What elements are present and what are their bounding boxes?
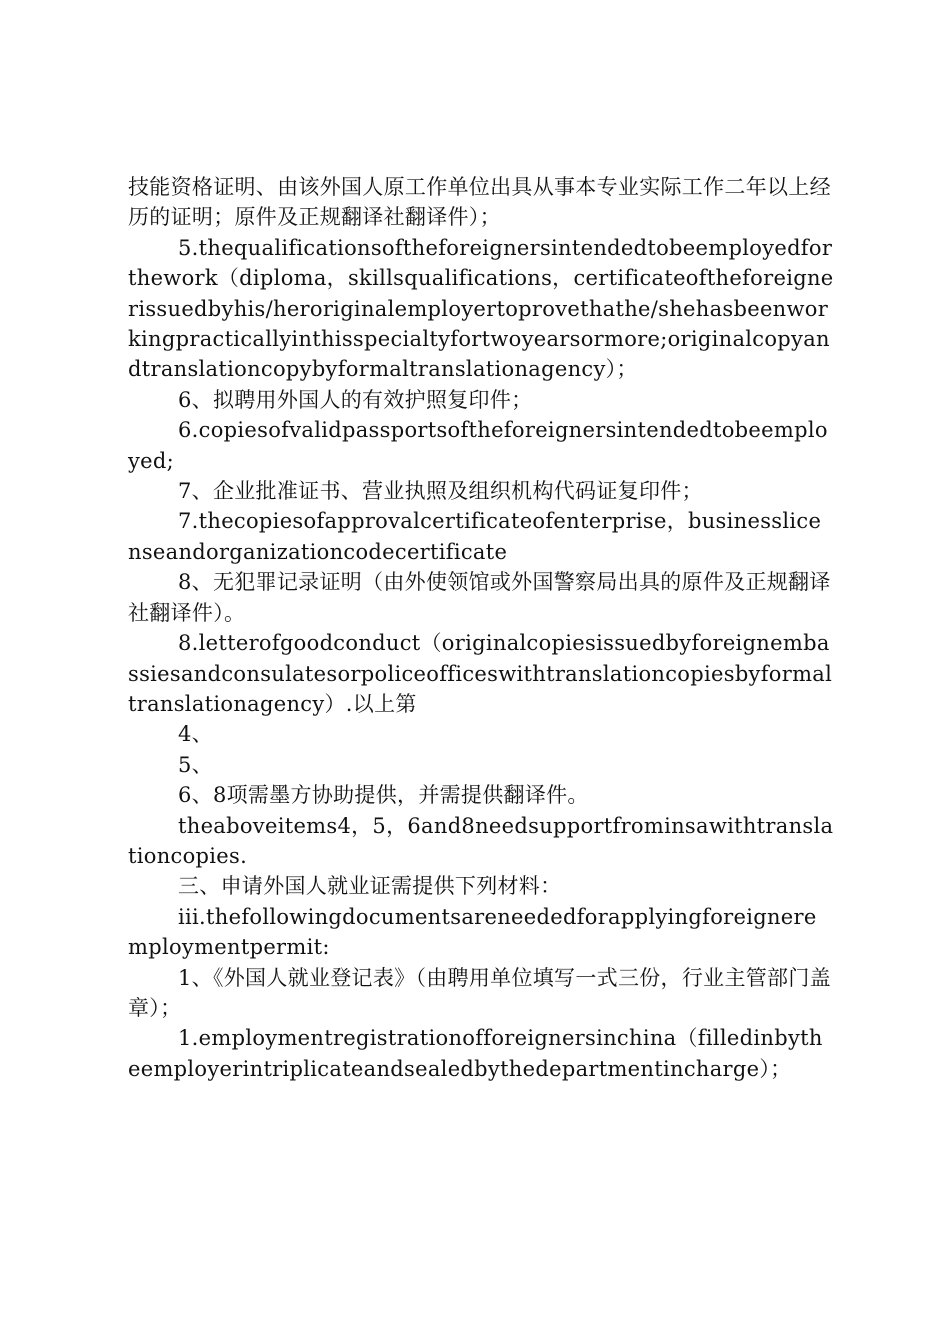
paragraph: 5、 (178, 752, 213, 777)
document-body (128, 172, 834, 1084)
paragraph: 4、 (178, 722, 213, 747)
paragraph: 1、《外国人就业登记表》（由聘用单位填写一式三份，行业主管部门盖章）； (128, 965, 831, 1020)
paragraph: 6.copiesofvalidpassportsoftheforeignersintendedtobeemployed; (128, 418, 828, 473)
paragraph: 6、8项需墨方协助提供，并需提供翻译件。 (178, 783, 589, 808)
paragraph: 8、无犯罪记录证明（由外使领馆或外国警察局出具的原件及正规翻译社翻译件）。 (128, 570, 831, 625)
paragraph: 5.thequalificationsoftheforeignersintendedtobeemployedforthework（diploma，skillsqualifications，certificateoftheforeignerissuedbyhis/heroriginalemployertoprovethathe/shehasbeenworkingpracticallyinthisspecialtyfortwoyearsormore;originalcopyandtranslationcopybyformaltranslationagency）； (128, 235, 834, 382)
section-heading-english: iii.thefollowingdocumentsareneededforapplyingforeigneremploymentpermit: (128, 904, 817, 960)
paragraph: 7、企业批准证书、营业执照及组织机构代码证复印件； (178, 479, 703, 504)
paragraph: theaboveitems4，5，6and8needsupportfrominsawithtranslationcopies. (128, 813, 834, 868)
section-heading: 三、申请外国人就业证需提供下列材料： (178, 874, 562, 899)
paragraph: 8.letterofgoodconduct（originalcopiesissuedbyforeignembassiesandconsulatesorpoliceofficeswithtranslationcopiesbyformaltranslationagency）.以上第 (128, 631, 833, 716)
paragraph: 1.employmentregistrationofforeignersinchina（filledinbytheemployerintriplicateandsealedbythedepartmentincharge）； (128, 1026, 823, 1081)
paragraph: 技能资格证明、由该外国人原工作单位出具从事本专业实际工作二年以上经历的证明；原件及正规翻译社翻译件）； (128, 175, 831, 230)
paragraph: 6、拟聘用外国人的有效护照复印件； (178, 387, 533, 412)
paragraph: 7.thecopiesofapprovalcertificateofenterprise，businesslicenseandorganizationcodecertificate (128, 509, 822, 564)
